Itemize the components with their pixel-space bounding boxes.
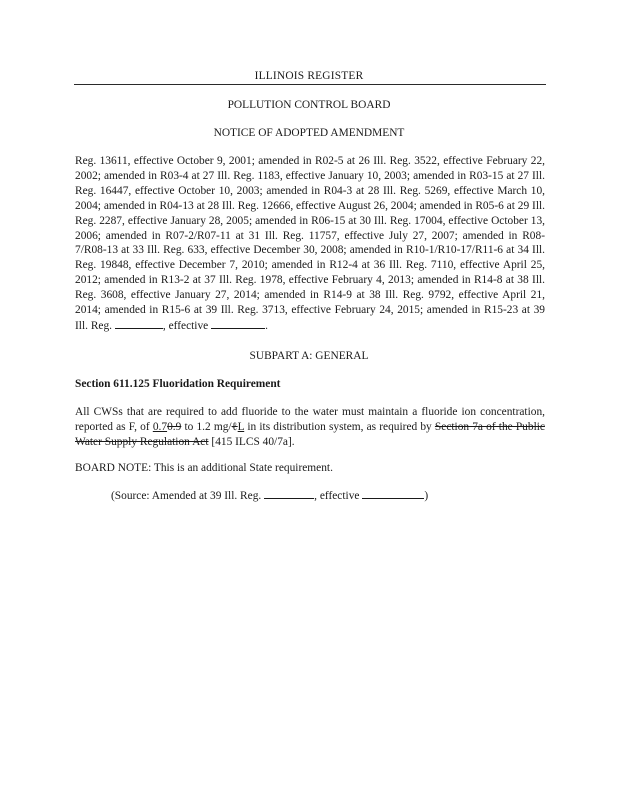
inserted-value: 0.7 [152, 420, 168, 433]
amendment-history-paragraph: Reg. 13611, effective October 9, 2001; amended in R02-5 at 26 Ill. Reg. 3522, effective February 22, 2002; amended in R03-4 at 27 Ill. Reg. 1183, effective January 10, 2003; amended in R03-15 at 27 Ill. Reg. 16447, effective October 10, 2003; amended in R04-3 at 28 Ill. Reg. 5269, effective March 10, 2004; amended in R04-13 at 28 Ill. Reg. 12666, effective August 26, 2004; amended in R05-6 at 29 Ill. Reg. 2287, effective January 28, 2005; amended in R06-15 at 30 Ill. Reg. 17004, effective October 13, 2006; amended in R07-2/R07-11 at 31 Ill. Reg. 11757, effective July 27, 2007; amended in R08-7/R08-13 at 33 Ill. Reg. 633, effective December 30, 2008; amended in R10-1/R10-17/R11-6 at 34 Ill. Reg. 19848, effective December 7, 2010; amended in R12-4 at 36 Ill. Reg. 7110, effective April 25, 2012; amended in R13-2 at 37 Ill. Reg. 1978, effective February 4, 2013; amended in R14-8 at 38 Ill. Reg. 3608, effective January 27, 2014; amended in R14-9 at 38 Ill. Reg. 9792, effective April 21, 2014; amended in R15-6 at 39 Ill. Reg. 3713, effective February 24, 2015; amended in R15-23 at 39 Ill. Reg. , effective . [75, 155, 545, 332]
section-body-paragraph [75, 405, 545, 450]
deleted-unit: ℓ [231, 420, 238, 433]
subpart-title: SUBPART A: GENERAL [249, 350, 369, 362]
header-divider [74, 84, 546, 85]
effective-date-blank [211, 318, 265, 329]
register-title: ILLINOIS REGISTER [254, 70, 364, 82]
amendment-history-text: Reg. 13611, effective October 9, 2001; amended in R02-5 at 26 Ill. Reg. 3522, effective February 22, 2002; amended in R03-4 at 27 Ill. Reg. 1183, effective January 10, 2003; amended in R03-15 at 27 Ill. Reg. 16447, effective October 10, 2003; amended in R04-3 at 28 Ill. Reg. 5269, effective March 10, 2004; amended in R04-13 at 28 Ill. Reg. 12666, effective August 26, 2004; amended in R05-6 at 29 Ill. Reg. 2287, effective January 28, 2005; amended in R06-15 at 30 Ill. Reg. 17004, effective October 13, 2006; amended in R07-2/R07-11 at 31 Ill. Reg. 11757, effective July 27, 2007; amended in R08-7/R08-13 at 33 Ill. Reg. 633, effective December 30, 2008; amended in R10-1/R10-17/R11-6 at 34 Ill. Reg. 19848, effective December 7, 2010; amended in R12-4 at 36 Ill. Reg. 7110, effective April 25, 2012; amended in R13-2 at 37 Ill. Reg. 1978, effective February 4, 2013; amended in R14-8 at 38 Ill. Reg. 3608, effective January 27, 2014; amended in R14-9 at 38 Ill. Reg. 9792, effective April 21, 2014; amended in R15-6 at 39 Ill. Reg. 3713, effective February 24, 2015; amended in R15-23 at 39 Ill. Reg. [75, 155, 545, 332]
struck-citation: Section 7a of the Public Water Supply Regulation Act [75, 420, 545, 448]
source-effective-blank [362, 488, 424, 499]
section-heading: Section 611.125 Fluoridation Requirement [75, 378, 281, 390]
body-text: in its distribution system, as required by [247, 420, 432, 433]
inserted-unit: L [237, 420, 245, 433]
statute-citation: [415 ILCS 40/7a]. [211, 435, 295, 448]
deleted-value: 0.9 [167, 420, 182, 433]
source-prefix: (Source: Amended at 39 Ill. Reg. [111, 490, 262, 502]
board-note: BOARD NOTE: This is an additional State requirement. [75, 462, 333, 474]
body-text: to 1.2 mg/ [184, 420, 232, 433]
source-register-blank [264, 488, 314, 499]
body-text: All CWSs that are required to add fluoride to the water must maintain a fluoride ion concentration, reported as F, of [75, 406, 545, 433]
register-number-blank [115, 318, 163, 329]
effective-label: effective [168, 319, 209, 332]
source-note [111, 488, 428, 504]
notice-title: NOTICE OF ADOPTED AMENDMENT [213, 127, 405, 139]
board-name: POLLUTION CONTROL BOARD [227, 99, 391, 111]
source-effective-label: , effective [314, 490, 360, 502]
source-suffix: ) [424, 490, 429, 502]
